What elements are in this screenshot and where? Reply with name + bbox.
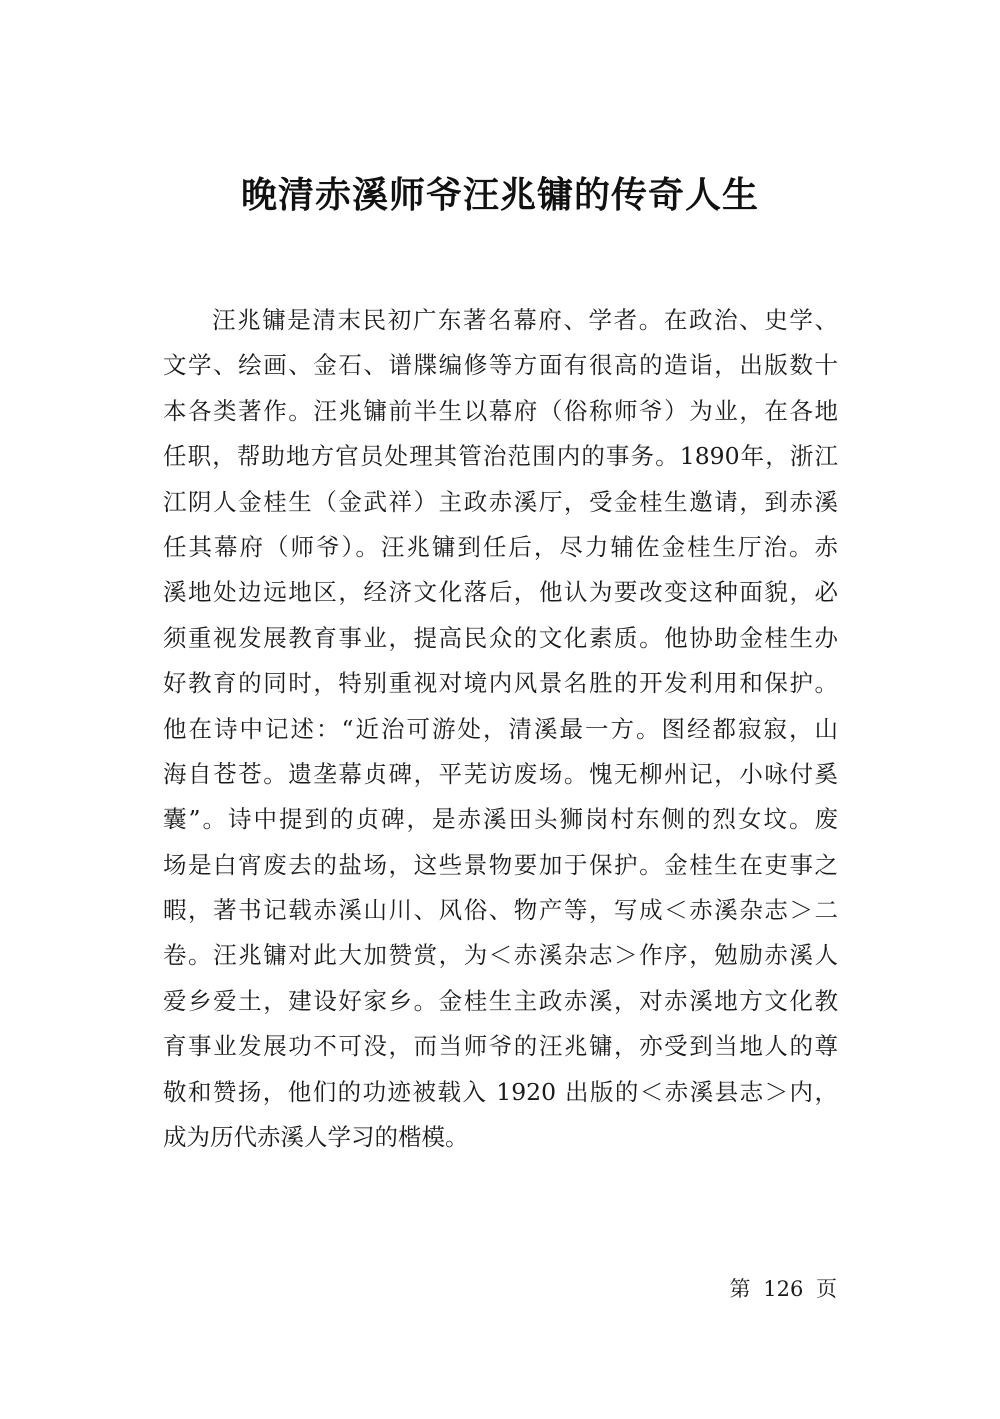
paragraph-line: 成为历代赤溪人学习的楷模。 <box>163 1123 469 1152</box>
paragraph-line: 任其幕府（师爷）。汪兆镛到任后，尽力辅佐金桂生厅治。赤 <box>163 532 838 561</box>
paragraph-line: 好教育的同时，特别重视对境内风景名胜的开发利用和保护。 <box>163 669 838 698</box>
paragraph-line: 他在诗中记述：“近治可游处，清溪最一方。图经都寂寂，山 <box>163 714 838 743</box>
page-number-prefix: 第 <box>729 1277 751 1301</box>
paragraph-line: 文学、绘画、金石、谱牒编修等方面有很高的造诣，出版数十 <box>163 351 838 380</box>
paragraph-line: 爱乡爱土，建设好家乡。金桂生主政赤溪，对赤溪地方文化教 <box>163 986 838 1015</box>
paragraph-line: 须重视发展教育事业，提高民众的文化素质。他协助金桂生办 <box>163 623 838 652</box>
article-body <box>163 298 838 1160</box>
page-number <box>730 1274 837 1304</box>
page-number-value: 126 <box>763 1277 804 1301</box>
paragraph-line: 育事业发展功不可没，而当师爷的汪兆镛，亦受到当地人的尊 <box>163 1032 838 1061</box>
paragraph-line: 任职，帮助地方官员处理其管治范围内的事务。1890年，浙江 <box>163 442 838 471</box>
paragraph-line: 敬和赞扬，他们的功迹被载入 1920 出版的＜赤溪县志＞内， <box>163 1077 838 1106</box>
paragraph-line: 江阴人金桂生（金武祥）主政赤溪厅，受金桂生邀请，到赤溪 <box>163 487 838 516</box>
paragraph-line: 囊”。诗中提到的贞碑，是赤溪田头狮岗村东侧的烈女坟。废 <box>163 805 838 834</box>
page-number-suffix: 页 <box>816 1277 837 1301</box>
paragraph-line: 汪兆镛是清末民初广东著名幕府、学者。在政治、史学、 <box>212 306 838 334</box>
paragraph-line: 卷。汪兆镛对此大加赞赏，为＜赤溪杂志＞作序，勉励赤溪人 <box>163 941 838 970</box>
paragraph-line: 场是白宵废去的盐场，这些景物要加于保护。金桂生在吏事之 <box>163 850 838 879</box>
paragraph-line: 暇，著书记载赤溪山川、风俗、物产等，写成＜赤溪杂志＞二 <box>163 896 838 925</box>
paragraph-line: 海自苍苍。遗垄幕贞碑，平芜访废场。愧无柳州记，小咏付奚 <box>163 759 838 788</box>
page-title: 晚清赤溪师爷汪兆镛的传奇人生 <box>240 175 759 216</box>
paragraph-line: 溪地处边远地区，经济文化落后，他认为要改变这种面貌，必 <box>163 578 838 607</box>
paragraph-line: 本各类著作。汪兆镛前半生以幕府（俗称师爷）为业，在各地 <box>163 396 838 425</box>
